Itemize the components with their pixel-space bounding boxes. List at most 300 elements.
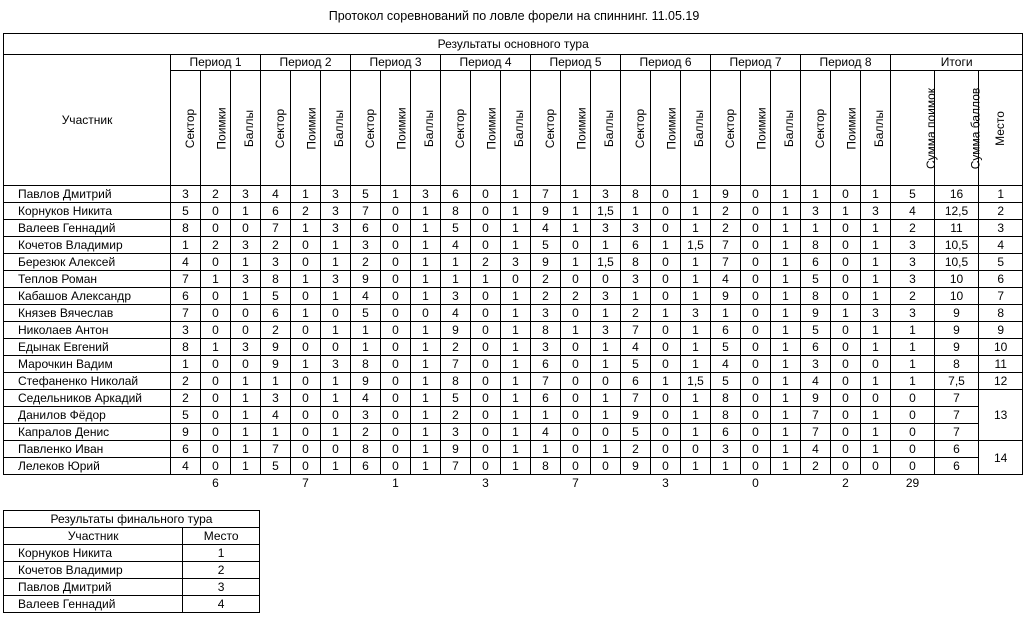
score-cell: 1 <box>681 203 711 220</box>
final-place: 2 <box>183 562 260 579</box>
score-cell: 3 <box>321 271 351 288</box>
score-cell: 0 <box>741 424 771 441</box>
sub-column-header <box>201 71 231 186</box>
score-cell: 1 <box>771 254 801 271</box>
score-cell: 2 <box>711 203 741 220</box>
score-cell: 1 <box>531 407 561 424</box>
score-cell: 0 <box>291 458 321 475</box>
sum-points-cell: 10,5 <box>935 237 979 254</box>
score-cell: 9 <box>351 271 381 288</box>
score-cell: 0 <box>831 186 861 203</box>
score-cell: 2 <box>621 441 651 458</box>
score-cell: 0 <box>381 237 411 254</box>
score-cell: 1 <box>831 203 861 220</box>
score-cell: 0 <box>381 305 411 322</box>
sub-column-label: Сектор <box>363 108 378 148</box>
score-cell: 0 <box>741 458 771 475</box>
score-cell: 9 <box>171 424 201 441</box>
grand-total: 29 <box>905 475 920 490</box>
score-cell: 3 <box>321 220 351 237</box>
score-cell: 1 <box>411 322 441 339</box>
period-header: Период 1 <box>171 55 261 71</box>
sub-column-label: Поимки <box>304 106 319 150</box>
final-row <box>4 545 260 562</box>
score-cell: 5 <box>801 271 831 288</box>
score-cell: 3 <box>711 441 741 458</box>
participant-name: Стефаненко Николай <box>4 373 171 390</box>
score-cell: 4 <box>171 458 201 475</box>
score-cell: 0 <box>231 305 261 322</box>
score-cell: 7 <box>801 424 831 441</box>
score-cell: 0 <box>201 322 231 339</box>
score-cell: 0 <box>741 220 771 237</box>
score-cell: 0 <box>561 305 591 322</box>
sub-column-label: Баллы <box>422 109 437 147</box>
score-cell: 0 <box>651 254 681 271</box>
score-cell: 1 <box>861 424 891 441</box>
score-cell: 1 <box>561 322 591 339</box>
sum-catches-cell: 0 <box>891 407 935 424</box>
table-row <box>4 407 1023 424</box>
sub-column-header <box>351 71 381 186</box>
score-cell: 6 <box>171 288 201 305</box>
score-cell: 8 <box>621 186 651 203</box>
score-cell: 0 <box>651 203 681 220</box>
table-row <box>4 339 1023 356</box>
score-cell: 1 <box>501 288 531 305</box>
score-cell: 1 <box>771 390 801 407</box>
score-cell: 6 <box>171 441 201 458</box>
final-participant-header: Участник <box>4 528 183 545</box>
score-cell: 6 <box>621 373 651 390</box>
score-cell: 0 <box>291 254 321 271</box>
score-cell: 8 <box>441 373 471 390</box>
score-cell: 1 <box>771 220 801 237</box>
score-cell: 2 <box>441 407 471 424</box>
score-cell: 1 <box>681 407 711 424</box>
score-cell: 0 <box>381 339 411 356</box>
score-cell: 1 <box>801 186 831 203</box>
score-cell: 0 <box>561 373 591 390</box>
score-cell: 1 <box>861 220 891 237</box>
score-cell: 2 <box>291 203 321 220</box>
sum-catches-cell: 0 <box>891 390 935 407</box>
sum-points-cell: 6 <box>935 441 979 458</box>
score-cell: 7 <box>441 356 471 373</box>
score-cell: 0 <box>291 373 321 390</box>
score-cell: 0 <box>201 356 231 373</box>
sum-points-cell: 7 <box>935 390 979 407</box>
score-cell: 1 <box>831 305 861 322</box>
place-cell: 13 <box>979 390 1023 441</box>
sum-points-cell: 16 <box>935 186 979 203</box>
score-cell: 0 <box>651 390 681 407</box>
score-cell: 1 <box>591 390 621 407</box>
score-cell: 0 <box>651 339 681 356</box>
final-row <box>4 596 260 613</box>
score-cell: 0 <box>651 407 681 424</box>
score-cell: 1 <box>651 237 681 254</box>
sum-catches-cell: 0 <box>891 441 935 458</box>
totals-column-label: Сумма баллов <box>968 87 983 169</box>
score-cell: 0 <box>831 407 861 424</box>
score-cell: 0 <box>201 390 231 407</box>
score-cell: 2 <box>261 322 291 339</box>
score-cell: 1 <box>531 441 561 458</box>
score-cell: 3 <box>171 186 201 203</box>
score-cell: 1 <box>771 203 801 220</box>
period-total: 2 <box>842 475 849 490</box>
score-cell: 1 <box>201 339 231 356</box>
score-cell: 1 <box>591 407 621 424</box>
score-cell: 0 <box>231 220 261 237</box>
score-cell: 2 <box>441 339 471 356</box>
sub-column-header <box>411 71 441 186</box>
score-cell: 0 <box>861 356 891 373</box>
score-cell: 5 <box>711 373 741 390</box>
score-cell: 1 <box>861 339 891 356</box>
score-cell: 5 <box>171 407 201 424</box>
score-cell: 1 <box>561 203 591 220</box>
score-cell: 0 <box>861 390 891 407</box>
score-cell: 7 <box>261 441 291 458</box>
score-cell: 2 <box>801 458 831 475</box>
score-cell: 0 <box>471 186 501 203</box>
score-cell: 7 <box>261 220 291 237</box>
sub-column-header <box>501 71 531 186</box>
score-cell: 0 <box>831 254 861 271</box>
score-cell: 3 <box>861 305 891 322</box>
score-cell: 1 <box>261 373 291 390</box>
score-cell: 3 <box>321 203 351 220</box>
score-cell: 3 <box>681 305 711 322</box>
score-cell: 8 <box>171 339 201 356</box>
period-total: 3 <box>482 475 489 490</box>
score-cell: 1 <box>501 356 531 373</box>
score-cell: 0 <box>381 254 411 271</box>
score-cell: 8 <box>441 203 471 220</box>
score-cell: 5 <box>711 339 741 356</box>
score-cell: 1 <box>411 237 441 254</box>
place-cell: 12 <box>979 373 1023 390</box>
protocol-title: Протокол соревнований по ловле форели на спиннинг. 11.05.19 <box>328 9 700 23</box>
score-cell: 0 <box>381 373 411 390</box>
score-cell: 1,5 <box>681 373 711 390</box>
score-cell: 1 <box>561 186 591 203</box>
sub-column-label: Сектор <box>543 108 558 148</box>
score-cell: 2 <box>621 305 651 322</box>
sub-column-label: Баллы <box>242 109 257 147</box>
score-cell: 3 <box>621 220 651 237</box>
score-cell: 1 <box>321 288 351 305</box>
sub-column-header <box>711 71 741 186</box>
sub-column-header <box>771 71 801 186</box>
score-cell: 2 <box>711 220 741 237</box>
score-cell: 1 <box>291 220 321 237</box>
place-cell: 2 <box>979 203 1023 220</box>
score-cell: 8 <box>801 237 831 254</box>
score-cell: 3 <box>501 254 531 271</box>
score-cell: 0 <box>471 356 501 373</box>
score-cell: 3 <box>231 271 261 288</box>
score-cell: 2 <box>261 237 291 254</box>
score-cell: 0 <box>651 322 681 339</box>
score-cell: 0 <box>201 458 231 475</box>
score-cell: 1 <box>771 186 801 203</box>
score-cell: 1 <box>681 288 711 305</box>
sum-points-cell: 7 <box>935 424 979 441</box>
sub-column-label: Баллы <box>692 109 707 147</box>
period-total: 7 <box>572 475 579 490</box>
sum-points-cell: 8 <box>935 356 979 373</box>
sum-points-cell: 9 <box>935 322 979 339</box>
score-cell: 1 <box>321 373 351 390</box>
score-cell: 1 <box>501 339 531 356</box>
score-cell: 0 <box>471 237 501 254</box>
score-cell: 2 <box>171 373 201 390</box>
sum-catches-cell: 1 <box>891 339 935 356</box>
score-cell: 1 <box>501 407 531 424</box>
period-total: 0 <box>752 475 759 490</box>
score-cell: 3 <box>801 203 831 220</box>
participant-name: Данилов Фёдор <box>4 407 171 424</box>
place-cell: 8 <box>979 305 1023 322</box>
score-cell: 0 <box>201 407 231 424</box>
score-cell: 5 <box>531 237 561 254</box>
score-cell: 6 <box>801 254 831 271</box>
score-cell: 1 <box>231 288 261 305</box>
score-cell: 9 <box>441 441 471 458</box>
sum-catches-cell: 1 <box>891 356 935 373</box>
score-cell: 6 <box>711 322 741 339</box>
score-cell: 8 <box>531 458 561 475</box>
score-cell: 3 <box>801 356 831 373</box>
score-cell: 0 <box>381 390 411 407</box>
score-cell: 0 <box>741 407 771 424</box>
score-cell: 0 <box>831 220 861 237</box>
score-cell: 0 <box>471 322 501 339</box>
score-cell: 3 <box>231 186 261 203</box>
sum-points-cell: 7,5 <box>935 373 979 390</box>
sub-column-header <box>681 71 711 186</box>
score-cell: 0 <box>831 339 861 356</box>
score-cell: 4 <box>801 441 831 458</box>
score-cell: 1 <box>621 288 651 305</box>
place-cell: 1 <box>979 186 1023 203</box>
score-cell: 7 <box>711 237 741 254</box>
score-cell: 8 <box>531 322 561 339</box>
table-row <box>4 271 1023 288</box>
score-cell: 3 <box>321 356 351 373</box>
score-cell: 0 <box>741 339 771 356</box>
score-cell: 1 <box>321 458 351 475</box>
final-place: 1 <box>183 545 260 562</box>
score-cell: 2 <box>531 271 561 288</box>
table-row <box>4 288 1023 305</box>
score-cell: 1 <box>411 458 441 475</box>
score-cell: 8 <box>351 356 381 373</box>
totals-header: Итоги <box>891 55 1023 71</box>
score-cell: 1 <box>861 271 891 288</box>
score-cell: 9 <box>261 356 291 373</box>
score-cell: 5 <box>621 356 651 373</box>
participant-name: Корнуков Никита <box>4 203 171 220</box>
sub-column-header <box>801 71 831 186</box>
score-cell: 1 <box>261 424 291 441</box>
sum-catches-cell: 3 <box>891 237 935 254</box>
score-cell: 8 <box>261 271 291 288</box>
score-cell: 1 <box>681 339 711 356</box>
score-cell: 0 <box>651 458 681 475</box>
sub-column-header <box>561 71 591 186</box>
sum-catches-cell: 3 <box>891 305 935 322</box>
score-cell: 2 <box>351 254 381 271</box>
score-cell: 0 <box>321 407 351 424</box>
score-cell: 4 <box>171 254 201 271</box>
score-cell: 0 <box>831 356 861 373</box>
score-cell: 0 <box>471 407 501 424</box>
score-cell: 1 <box>201 271 231 288</box>
score-cell: 0 <box>591 458 621 475</box>
score-cell: 6 <box>261 203 291 220</box>
sub-column-header <box>441 71 471 186</box>
sub-column-header <box>831 71 861 186</box>
score-cell: 0 <box>291 339 321 356</box>
score-cell: 4 <box>351 288 381 305</box>
score-cell: 1 <box>861 322 891 339</box>
score-cell: 1 <box>681 356 711 373</box>
score-cell: 7 <box>531 186 561 203</box>
sum-catches-cell: 3 <box>891 254 935 271</box>
sum-catches-cell: 0 <box>891 424 935 441</box>
place-cell: 6 <box>979 271 1023 288</box>
period-total: 6 <box>212 475 219 490</box>
score-cell: 2 <box>561 288 591 305</box>
score-cell: 1 <box>561 254 591 271</box>
score-cell: 8 <box>171 220 201 237</box>
period-total: 1 <box>392 475 399 490</box>
participant-name: Марочкин Вадим <box>4 356 171 373</box>
score-cell: 1 <box>471 271 501 288</box>
score-cell: 0 <box>741 186 771 203</box>
score-cell: 4 <box>261 186 291 203</box>
score-cell: 1 <box>411 390 441 407</box>
score-cell: 3 <box>591 186 621 203</box>
participant-name: Николаев Антон <box>4 322 171 339</box>
score-cell: 0 <box>381 271 411 288</box>
score-cell: 1 <box>591 237 621 254</box>
score-cell: 1 <box>231 441 261 458</box>
period-header: Период 8 <box>801 55 891 71</box>
final-place: 3 <box>183 579 260 596</box>
score-cell: 0 <box>291 424 321 441</box>
score-cell: 0 <box>471 424 501 441</box>
score-cell: 1 <box>231 390 261 407</box>
sum-catches-cell: 2 <box>891 288 935 305</box>
place-cell: 5 <box>979 254 1023 271</box>
sub-column-label: Поимки <box>664 106 679 150</box>
score-cell: 0 <box>741 203 771 220</box>
score-cell: 1 <box>591 356 621 373</box>
score-cell: 1 <box>771 441 801 458</box>
score-cell: 0 <box>561 339 591 356</box>
score-cell: 7 <box>801 407 831 424</box>
score-cell: 1 <box>501 305 531 322</box>
score-cell: 1 <box>651 305 681 322</box>
score-cell: 1 <box>411 356 441 373</box>
score-cell: 1 <box>771 288 801 305</box>
score-cell: 0 <box>741 390 771 407</box>
score-cell: 1 <box>231 424 261 441</box>
score-cell: 0 <box>471 458 501 475</box>
score-cell: 6 <box>531 356 561 373</box>
score-cell: 9 <box>531 254 561 271</box>
score-cell: 4 <box>531 220 561 237</box>
score-cell: 0 <box>741 254 771 271</box>
score-cell: 1 <box>501 373 531 390</box>
score-cell: 1 <box>411 288 441 305</box>
table-row <box>4 373 1023 390</box>
score-cell: 1 <box>411 407 441 424</box>
score-cell: 1,5 <box>591 203 621 220</box>
participant-name: Березюк Алексей <box>4 254 171 271</box>
score-cell: 1 <box>231 203 261 220</box>
sub-column-label: Сектор <box>633 108 648 148</box>
score-cell: 6 <box>261 305 291 322</box>
sum-catches-cell: 5 <box>891 186 935 203</box>
score-cell: 0 <box>831 237 861 254</box>
score-cell: 7 <box>351 203 381 220</box>
sum-catches-cell: 1 <box>891 322 935 339</box>
final-participant-name: Кочетов Владимир <box>4 562 183 579</box>
score-cell: 1 <box>771 458 801 475</box>
score-cell: 1 <box>441 271 471 288</box>
score-cell: 2 <box>171 390 201 407</box>
score-cell: 2 <box>531 288 561 305</box>
score-cell: 0 <box>561 458 591 475</box>
score-cell: 0 <box>561 407 591 424</box>
score-cell: 0 <box>831 390 861 407</box>
score-cell: 1 <box>711 458 741 475</box>
period-header: Период 5 <box>531 55 621 71</box>
score-cell: 5 <box>261 458 291 475</box>
score-cell: 1 <box>681 322 711 339</box>
score-cell: 8 <box>351 441 381 458</box>
score-cell: 0 <box>291 288 321 305</box>
sub-column-header <box>321 71 351 186</box>
score-cell: 3 <box>591 322 621 339</box>
score-cell: 1 <box>501 458 531 475</box>
score-cell: 6 <box>801 339 831 356</box>
score-cell: 0 <box>381 203 411 220</box>
score-cell: 1 <box>231 407 261 424</box>
score-cell: 0 <box>561 424 591 441</box>
score-cell: 1 <box>861 186 891 203</box>
sub-column-label: Поимки <box>844 106 859 150</box>
table-row <box>4 254 1023 271</box>
final-row <box>4 562 260 579</box>
sub-column-label: Поимки <box>214 106 229 150</box>
period-total: 3 <box>662 475 669 490</box>
score-cell: 0 <box>561 390 591 407</box>
score-cell: 4 <box>441 237 471 254</box>
score-cell: 1 <box>711 305 741 322</box>
sub-column-label: Поимки <box>394 106 409 150</box>
score-cell: 0 <box>381 322 411 339</box>
score-cell: 1 <box>771 407 801 424</box>
score-cell: 1 <box>411 254 441 271</box>
score-cell: 9 <box>711 288 741 305</box>
